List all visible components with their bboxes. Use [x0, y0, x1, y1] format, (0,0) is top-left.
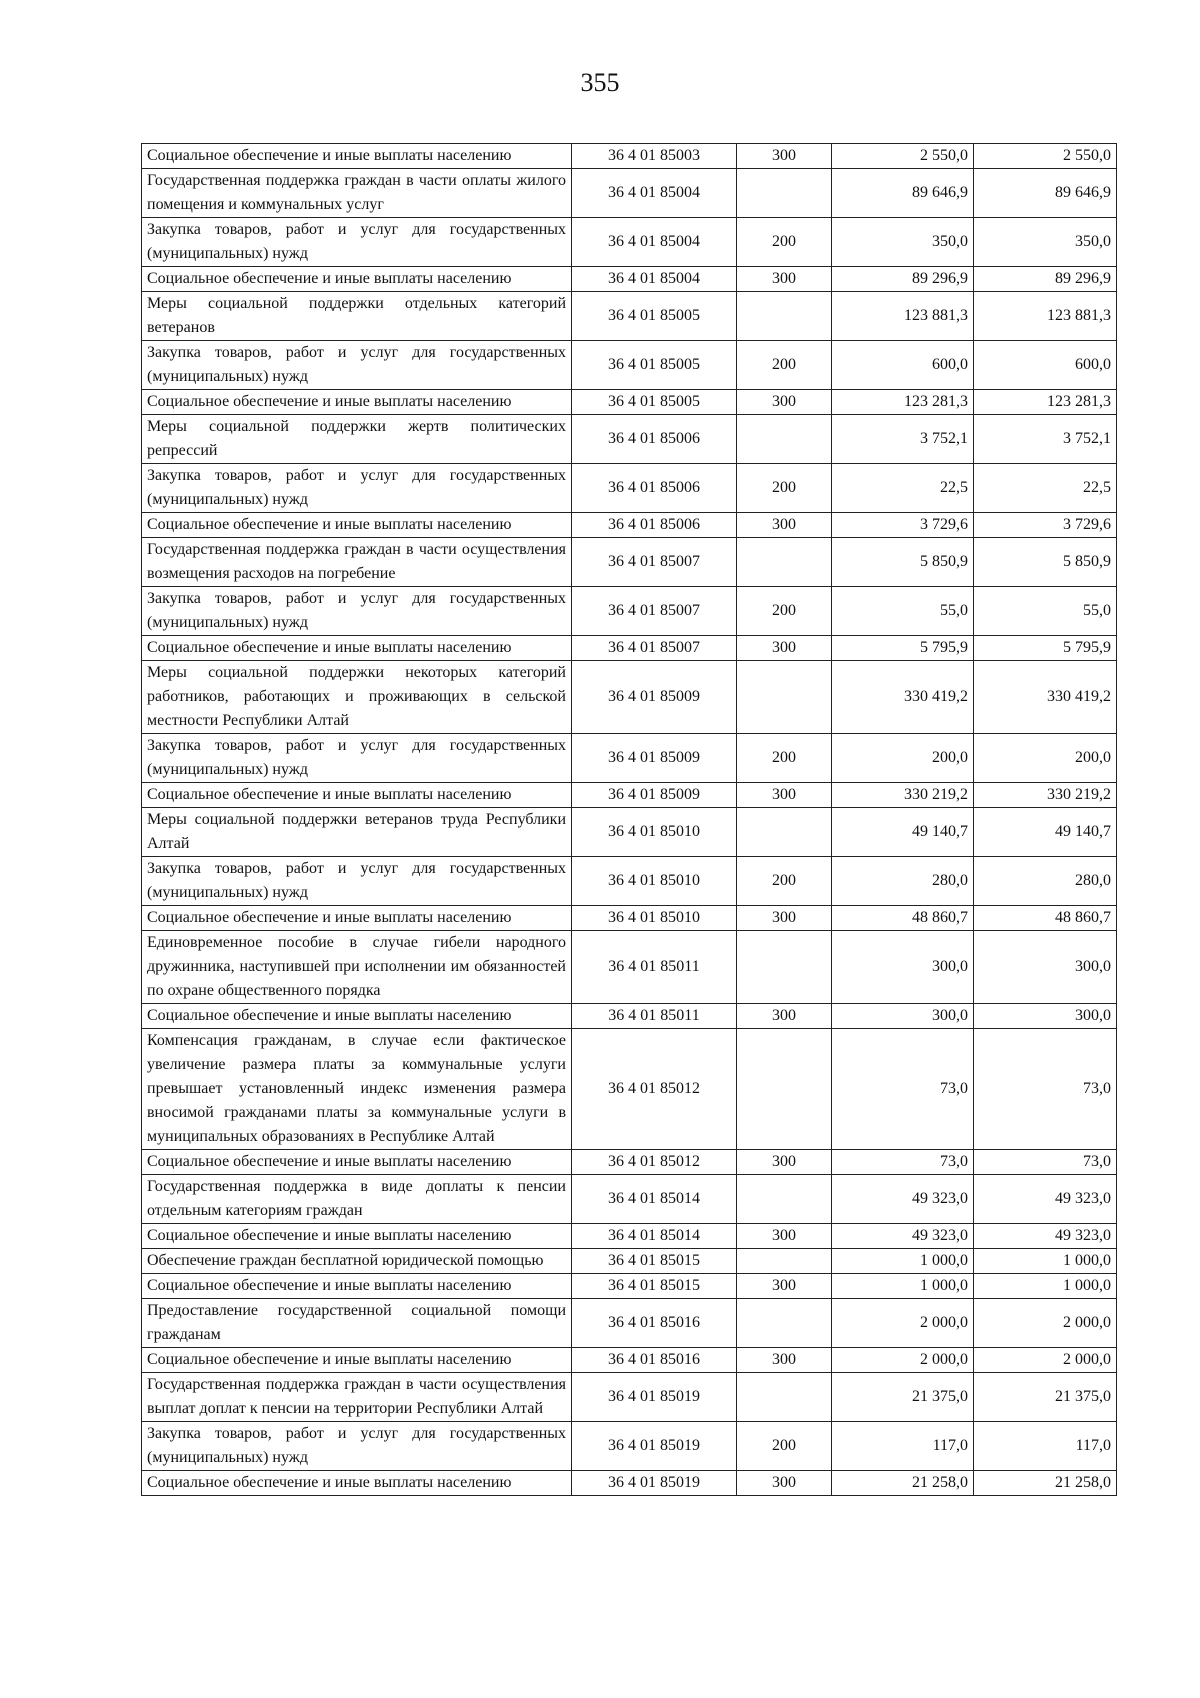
row-expense-type-cell: 300	[737, 1348, 832, 1373]
table-row	[142, 464, 1117, 513]
row-code-cell: 36 4 01 85009	[572, 661, 737, 734]
row-amount-1-cell: 330 419,2	[832, 661, 974, 734]
row-expense-type-cell	[737, 931, 832, 1004]
table-row	[142, 292, 1117, 341]
row-amount-2-cell: 73,0	[974, 1150, 1117, 1175]
row-amount-1-cell: 2 000,0	[832, 1348, 974, 1373]
table-row	[142, 218, 1117, 267]
row-amount-2-cell: 49 323,0	[974, 1175, 1117, 1224]
row-amount-2-cell: 89 296,9	[974, 267, 1117, 292]
row-amount-1-cell: 2 550,0	[832, 144, 974, 169]
row-code-cell: 36 4 01 85007	[572, 636, 737, 661]
row-expense-type-cell	[737, 1299, 832, 1348]
row-amount-1-cell: 21 258,0	[832, 1471, 974, 1496]
row-name-cell: Предоставление государственной социальной помощи гражданам	[142, 1299, 572, 1348]
row-code-cell: 36 4 01 85004	[572, 169, 737, 218]
table-row	[142, 661, 1117, 734]
budget-table-body	[142, 144, 1117, 1496]
table-row	[142, 1348, 1117, 1373]
row-name-cell: Закупка товаров, работ и услуг для государственных (муниципальных) нужд	[142, 341, 572, 390]
row-expense-type-cell: 300	[737, 144, 832, 169]
row-amount-1-cell: 49 323,0	[832, 1224, 974, 1249]
row-amount-1-cell: 117,0	[832, 1422, 974, 1471]
row-name-cell: Единовременное пособие в случае гибели народного дружинника, наступившей при исполнении им обязанностей по охране общественного порядка	[142, 931, 572, 1004]
row-code-cell: 36 4 01 85014	[572, 1224, 737, 1249]
row-expense-type-cell	[737, 169, 832, 218]
row-code-cell: 36 4 01 85010	[572, 857, 737, 906]
row-amount-2-cell: 48 860,7	[974, 906, 1117, 931]
row-code-cell: 36 4 01 85009	[572, 734, 737, 783]
row-expense-type-cell: 300	[737, 513, 832, 538]
row-amount-2-cell: 1 000,0	[974, 1249, 1117, 1274]
row-amount-1-cell: 89 646,9	[832, 169, 974, 218]
row-amount-1-cell: 1 000,0	[832, 1274, 974, 1299]
row-amount-2-cell: 2 000,0	[974, 1299, 1117, 1348]
row-name-cell: Меры социальной поддержки жертв политических репрессий	[142, 415, 572, 464]
row-name-cell: Закупка товаров, работ и услуг для государственных (муниципальных) нужд	[142, 1422, 572, 1471]
table-row	[142, 513, 1117, 538]
table-row	[142, 144, 1117, 169]
row-amount-1-cell: 300,0	[832, 931, 974, 1004]
row-expense-type-cell: 300	[737, 267, 832, 292]
row-amount-1-cell: 350,0	[832, 218, 974, 267]
table-row	[142, 587, 1117, 636]
row-amount-1-cell: 73,0	[832, 1029, 974, 1150]
row-amount-2-cell: 117,0	[974, 1422, 1117, 1471]
row-code-cell: 36 4 01 85015	[572, 1274, 737, 1299]
row-expense-type-cell: 200	[737, 734, 832, 783]
table-row	[142, 1249, 1117, 1274]
row-amount-2-cell: 123 881,3	[974, 292, 1117, 341]
row-amount-2-cell: 21 258,0	[974, 1471, 1117, 1496]
row-expense-type-cell: 200	[737, 218, 832, 267]
row-amount-1-cell: 49 323,0	[832, 1175, 974, 1224]
row-code-cell: 36 4 01 85005	[572, 341, 737, 390]
row-code-cell: 36 4 01 85014	[572, 1175, 737, 1224]
row-name-cell: Государственная поддержка граждан в части осуществления возмещения расходов на погребение	[142, 538, 572, 587]
row-amount-1-cell: 2 000,0	[832, 1299, 974, 1348]
row-code-cell: 36 4 01 85019	[572, 1471, 737, 1496]
table-row	[142, 857, 1117, 906]
table-row	[142, 1175, 1117, 1224]
row-expense-type-cell: 200	[737, 464, 832, 513]
row-amount-1-cell: 48 860,7	[832, 906, 974, 931]
row-name-cell: Государственная поддержка в виде доплаты к пенсии отдельным категориям граждан	[142, 1175, 572, 1224]
row-code-cell: 36 4 01 85019	[572, 1422, 737, 1471]
row-amount-2-cell: 280,0	[974, 857, 1117, 906]
row-amount-1-cell: 330 219,2	[832, 783, 974, 808]
row-amount-2-cell: 5 850,9	[974, 538, 1117, 587]
table-row	[142, 734, 1117, 783]
row-code-cell: 36 4 01 85010	[572, 808, 737, 857]
table-row	[142, 808, 1117, 857]
row-code-cell: 36 4 01 85006	[572, 464, 737, 513]
table-row	[142, 1004, 1117, 1029]
row-amount-2-cell: 89 646,9	[974, 169, 1117, 218]
row-expense-type-cell	[737, 538, 832, 587]
row-amount-2-cell: 1 000,0	[974, 1274, 1117, 1299]
row-name-cell: Закупка товаров, работ и услуг для государственных (муниципальных) нужд	[142, 464, 572, 513]
row-name-cell: Социальное обеспечение и иные выплаты населению	[142, 636, 572, 661]
row-code-cell: 36 4 01 85011	[572, 1004, 737, 1029]
row-expense-type-cell: 200	[737, 857, 832, 906]
row-code-cell: 36 4 01 85007	[572, 587, 737, 636]
table-row	[142, 415, 1117, 464]
row-amount-1-cell: 3 752,1	[832, 415, 974, 464]
row-name-cell: Социальное обеспечение и иные выплаты населению	[142, 1274, 572, 1299]
row-name-cell: Социальное обеспечение и иные выплаты населению	[142, 906, 572, 931]
table-row	[142, 931, 1117, 1004]
row-expense-type-cell	[737, 1175, 832, 1224]
row-expense-type-cell: 300	[737, 1471, 832, 1496]
row-amount-1-cell: 123 881,3	[832, 292, 974, 341]
row-code-cell: 36 4 01 85010	[572, 906, 737, 931]
row-amount-2-cell: 49 140,7	[974, 808, 1117, 857]
row-expense-type-cell	[737, 1029, 832, 1150]
page-number: 355	[580, 68, 620, 97]
row-amount-1-cell: 123 281,3	[832, 390, 974, 415]
row-expense-type-cell	[737, 1373, 832, 1422]
row-expense-type-cell: 300	[737, 1224, 832, 1249]
table-row	[142, 1299, 1117, 1348]
row-expense-type-cell: 300	[737, 906, 832, 931]
row-name-cell: Государственная поддержка граждан в части оплаты жилого помещения и коммунальных услуг	[142, 169, 572, 218]
row-name-cell: Компенсация гражданам, в случае если фактическое увеличение размера платы за коммунальные услуги превышает установленный индекс изменения размера вносимой гражданами платы за коммунальные услуги в муниципальных образованиях в Республике Алтай	[142, 1029, 572, 1150]
row-code-cell: 36 4 01 85007	[572, 538, 737, 587]
row-amount-2-cell: 21 375,0	[974, 1373, 1117, 1422]
row-expense-type-cell: 200	[737, 587, 832, 636]
row-name-cell: Меры социальной поддержки отдельных категорий ветеранов	[142, 292, 572, 341]
row-amount-2-cell: 300,0	[974, 1004, 1117, 1029]
row-name-cell: Социальное обеспечение и иные выплаты населению	[142, 144, 572, 169]
table-row	[142, 341, 1117, 390]
table-row	[142, 1224, 1117, 1249]
table-row	[142, 1471, 1117, 1496]
row-amount-1-cell: 89 296,9	[832, 267, 974, 292]
row-expense-type-cell: 200	[737, 1422, 832, 1471]
row-name-cell: Закупка товаров, работ и услуг для государственных (муниципальных) нужд	[142, 218, 572, 267]
table-row	[142, 538, 1117, 587]
row-expense-type-cell	[737, 292, 832, 341]
row-amount-1-cell: 600,0	[832, 341, 974, 390]
row-amount-2-cell: 123 281,3	[974, 390, 1117, 415]
row-name-cell: Социальное обеспечение и иные выплаты населению	[142, 1004, 572, 1029]
row-code-cell: 36 4 01 85012	[572, 1029, 737, 1150]
row-amount-2-cell: 2 550,0	[974, 144, 1117, 169]
row-name-cell: Социальное обеспечение и иные выплаты населению	[142, 1224, 572, 1249]
row-name-cell: Социальное обеспечение и иные выплаты населению	[142, 1150, 572, 1175]
row-amount-2-cell: 330 219,2	[974, 783, 1117, 808]
table-row	[142, 1029, 1117, 1150]
row-amount-1-cell: 5 850,9	[832, 538, 974, 587]
row-name-cell: Социальное обеспечение и иные выплаты населению	[142, 1348, 572, 1373]
row-code-cell: 36 4 01 85004	[572, 267, 737, 292]
table-row	[142, 267, 1117, 292]
row-expense-type-cell: 300	[737, 1274, 832, 1299]
row-expense-type-cell: 300	[737, 390, 832, 415]
row-name-cell: Социальное обеспечение и иные выплаты населению	[142, 390, 572, 415]
row-amount-1-cell: 200,0	[832, 734, 974, 783]
row-amount-1-cell: 300,0	[832, 1004, 974, 1029]
row-code-cell: 36 4 01 85015	[572, 1249, 737, 1274]
row-code-cell: 36 4 01 85005	[572, 292, 737, 341]
row-code-cell: 36 4 01 85016	[572, 1299, 737, 1348]
table-row	[142, 1373, 1117, 1422]
table-row	[142, 1150, 1117, 1175]
row-amount-1-cell: 280,0	[832, 857, 974, 906]
row-amount-1-cell: 22,5	[832, 464, 974, 513]
row-expense-type-cell: 200	[737, 341, 832, 390]
row-expense-type-cell: 300	[737, 1150, 832, 1175]
row-name-cell: Социальное обеспечение и иные выплаты населению	[142, 513, 572, 538]
row-code-cell: 36 4 01 85009	[572, 783, 737, 808]
row-name-cell: Социальное обеспечение и иные выплаты населению	[142, 267, 572, 292]
row-code-cell: 36 4 01 85003	[572, 144, 737, 169]
row-amount-2-cell: 350,0	[974, 218, 1117, 267]
row-amount-1-cell: 55,0	[832, 587, 974, 636]
table-row	[142, 636, 1117, 661]
table-row	[142, 1422, 1117, 1471]
row-name-cell: Государственная поддержка граждан в части осуществления выплат доплат к пенсии на территории Республики Алтай	[142, 1373, 572, 1422]
row-expense-type-cell: 300	[737, 1004, 832, 1029]
row-name-cell: Меры социальной поддержки некоторых категорий работников, работающих и проживающих в сельской местности Республики Алтай	[142, 661, 572, 734]
row-name-cell: Закупка товаров, работ и услуг для государственных (муниципальных) нужд	[142, 734, 572, 783]
row-code-cell: 36 4 01 85005	[572, 390, 737, 415]
row-amount-2-cell: 600,0	[974, 341, 1117, 390]
row-amount-1-cell: 21 375,0	[832, 1373, 974, 1422]
table-row	[142, 906, 1117, 931]
row-name-cell: Социальное обеспечение и иные выплаты населению	[142, 783, 572, 808]
row-code-cell: 36 4 01 85011	[572, 931, 737, 1004]
row-code-cell: 36 4 01 85019	[572, 1373, 737, 1422]
table-row	[142, 390, 1117, 415]
row-expense-type-cell	[737, 808, 832, 857]
row-amount-1-cell: 73,0	[832, 1150, 974, 1175]
row-code-cell: 36 4 01 85012	[572, 1150, 737, 1175]
row-amount-2-cell: 330 419,2	[974, 661, 1117, 734]
table-row	[142, 783, 1117, 808]
row-amount-2-cell: 2 000,0	[974, 1348, 1117, 1373]
row-name-cell: Закупка товаров, работ и услуг для государственных (муниципальных) нужд	[142, 857, 572, 906]
row-amount-2-cell: 49 323,0	[974, 1224, 1117, 1249]
row-amount-2-cell: 55,0	[974, 587, 1117, 636]
row-expense-type-cell: 300	[737, 783, 832, 808]
row-code-cell: 36 4 01 85006	[572, 513, 737, 538]
row-amount-2-cell: 3 752,1	[974, 415, 1117, 464]
row-name-cell: Обеспечение граждан бесплатной юридической помощью	[142, 1249, 572, 1274]
row-amount-2-cell: 300,0	[974, 931, 1117, 1004]
row-amount-1-cell: 1 000,0	[832, 1249, 974, 1274]
row-code-cell: 36 4 01 85006	[572, 415, 737, 464]
table-row	[142, 1274, 1117, 1299]
row-amount-1-cell: 49 140,7	[832, 808, 974, 857]
row-amount-2-cell: 3 729,6	[974, 513, 1117, 538]
row-code-cell: 36 4 01 85004	[572, 218, 737, 267]
row-name-cell: Меры социальной поддержки ветеранов труда Республики Алтай	[142, 808, 572, 857]
row-amount-2-cell: 22,5	[974, 464, 1117, 513]
row-amount-1-cell: 3 729,6	[832, 513, 974, 538]
row-amount-2-cell: 200,0	[974, 734, 1117, 783]
budget-table	[141, 143, 1117, 1496]
row-expense-type-cell	[737, 1249, 832, 1274]
row-expense-type-cell	[737, 661, 832, 734]
row-expense-type-cell	[737, 415, 832, 464]
row-code-cell: 36 4 01 85016	[572, 1348, 737, 1373]
row-name-cell: Социальное обеспечение и иные выплаты населению	[142, 1471, 572, 1496]
table-row	[142, 169, 1117, 218]
row-name-cell: Закупка товаров, работ и услуг для государственных (муниципальных) нужд	[142, 587, 572, 636]
row-amount-1-cell: 5 795,9	[832, 636, 974, 661]
row-expense-type-cell: 300	[737, 636, 832, 661]
row-amount-2-cell: 73,0	[974, 1029, 1117, 1150]
row-amount-2-cell: 5 795,9	[974, 636, 1117, 661]
